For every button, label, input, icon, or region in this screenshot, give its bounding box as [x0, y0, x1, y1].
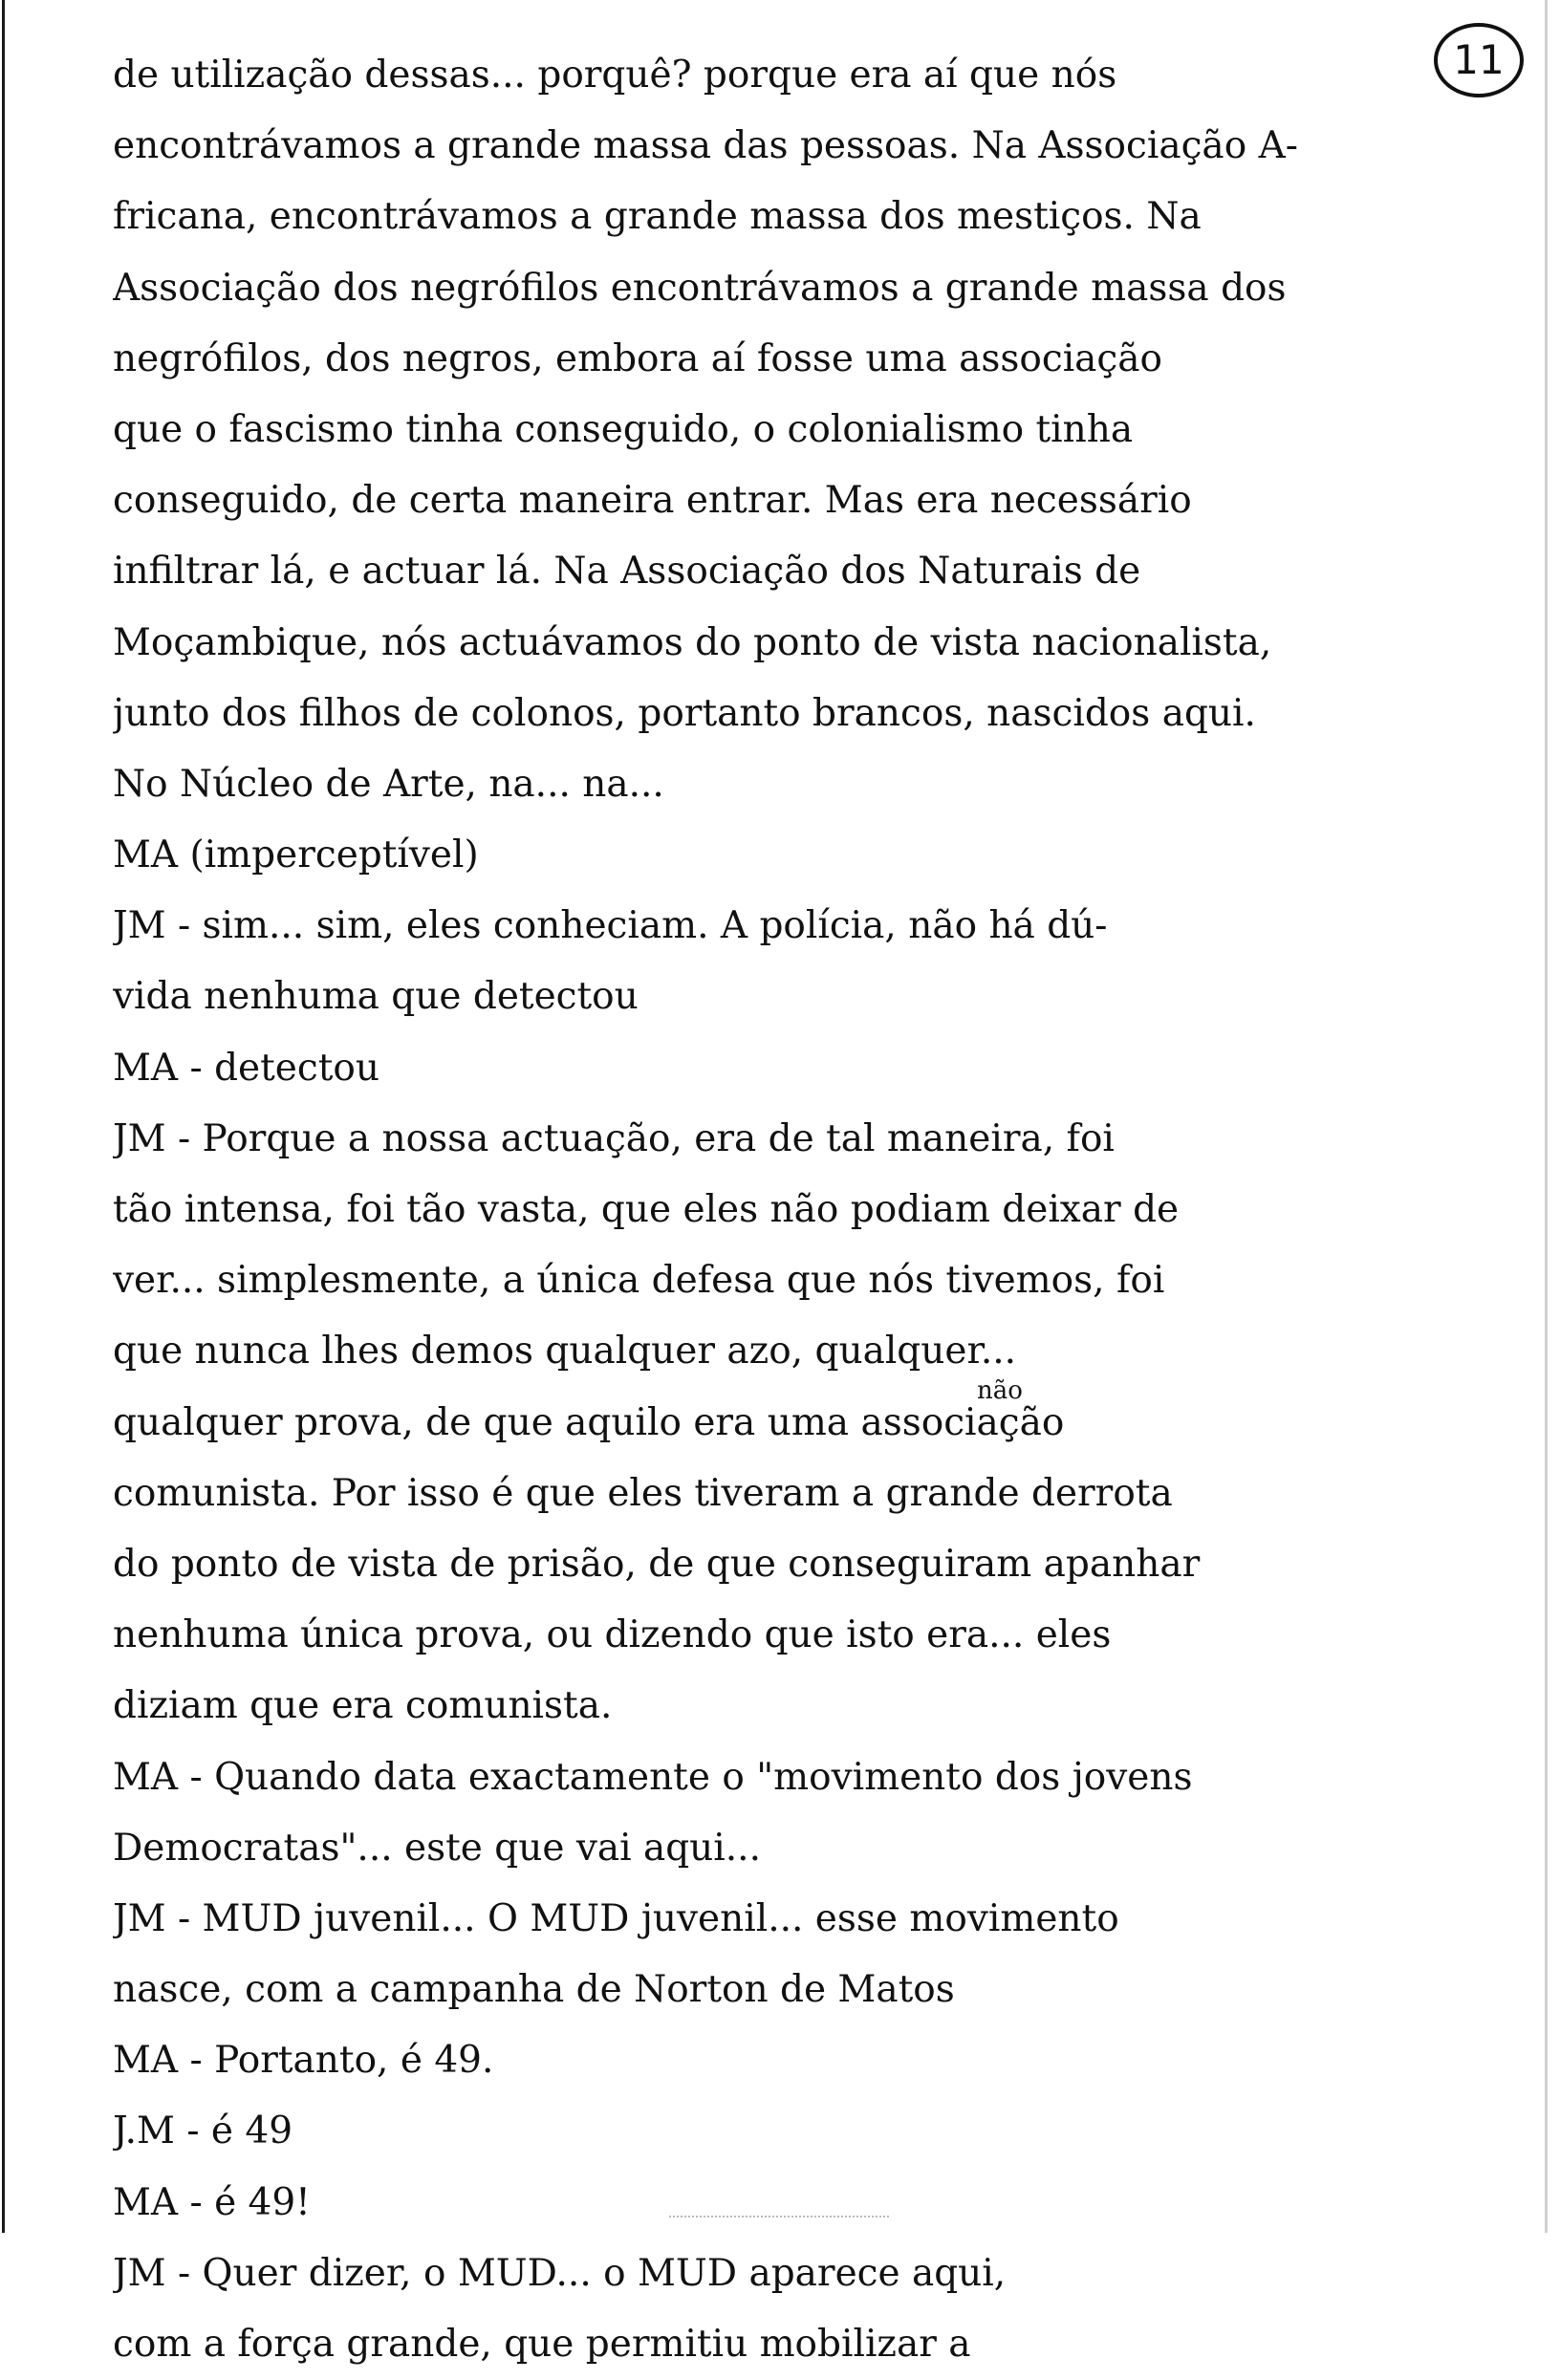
speaker-line: MA (imperceptível) [113, 833, 479, 877]
speaker-line: JM - Porque a nossa actuação, era de tal maneira, foi [113, 1116, 1115, 1160]
text-line: que o fascismo tinha conseguido, o colonialismo tinha [113, 407, 1134, 451]
interlinear-insertion: não [977, 1376, 1023, 1405]
text-line: infiltrar lá, e actuar lá. Na Associação dos Naturais de [113, 550, 1141, 594]
text-line: com a força grande, que permitiu mobilizar a [113, 2323, 971, 2366]
text-line: qualquer prova, de que aquilo era uma associação [113, 1400, 1065, 1444]
speaker-line: MA - Portanto, é 49. [113, 2039, 494, 2083]
handwritten-text [113, 36, 1537, 2380]
text-line: Moçambique, nós actuávamos do ponto de vista nacionalista, [113, 620, 1272, 664]
text-line: comunista. Por isso é que eles tiveram a grande derrota [113, 1471, 1173, 1515]
speaker-line: JM - sim... sim, eles conheciam. A polícia, não há dú- [113, 904, 1108, 948]
speaker-line: JM - Quer dizer, o MUD... o MUD aparece aqui, [113, 2251, 1007, 2295]
text-line: vida nenhuma que detectou [113, 975, 639, 1019]
text-line: encontrávamos a grande massa das pessoas. Na Associação A- [113, 124, 1298, 168]
text-line: junto dos filhos de colonos, portanto brancos, nascidos aqui. [113, 691, 1256, 735]
scan-right-border [1545, 0, 1548, 2233]
speaker-line: JM - MUD juvenil... O MUD juvenil... esse movimento [113, 1896, 1119, 1940]
text-line: de utilização dessas... porquê? porque era aí que nós [113, 54, 1117, 97]
speaker-line: MA - é 49! [113, 2180, 311, 2224]
text-line: nenhuma única prova, ou dizendo que isto era... eles [113, 1613, 1112, 1657]
text-line: tão intensa, foi tão vasta, que eles não podiam deixar de [113, 1188, 1180, 1231]
text-line: negrófilos, dos negros, embora aí fosse uma associação [113, 336, 1162, 380]
scan-artifact [669, 2216, 889, 2225]
text-line: ver... simplesmente, a única defesa que nós tivemos, foi [113, 1259, 1165, 1303]
text-line: Democratas"... este que vai aqui... [113, 1826, 761, 1870]
text-line: fricana, encontrávamos a grande massa dos mestiços. Na [113, 195, 1202, 239]
text-line: conseguido, de certa maneira entrar. Mas era necessário [113, 479, 1192, 523]
text-line: que nunca lhes demos qualquer azo, qualquer... [113, 1330, 1017, 1374]
speaker-line: MA - Quando data exactamente o "movimento dos jovens [113, 1755, 1193, 1799]
text-line: diziam que era comunista. [113, 1684, 613, 1728]
text-line: No Núcleo de Arte, na... na... [113, 762, 664, 806]
text-line: Associação dos negrófilos encontrávamos a grande massa dos [113, 266, 1287, 310]
scan-left-border [2, 0, 5, 2233]
speaker-line: MA - detectou [113, 1046, 379, 1090]
text-line: nasce, com a campanha de Norton de Matos [113, 1968, 955, 2012]
page-number: 11 [1453, 36, 1505, 83]
text-line: do ponto de vista de prisão, de que conseguiram apanhar [113, 1542, 1201, 1586]
speaker-line: J.M - é 49 [113, 2110, 293, 2153]
